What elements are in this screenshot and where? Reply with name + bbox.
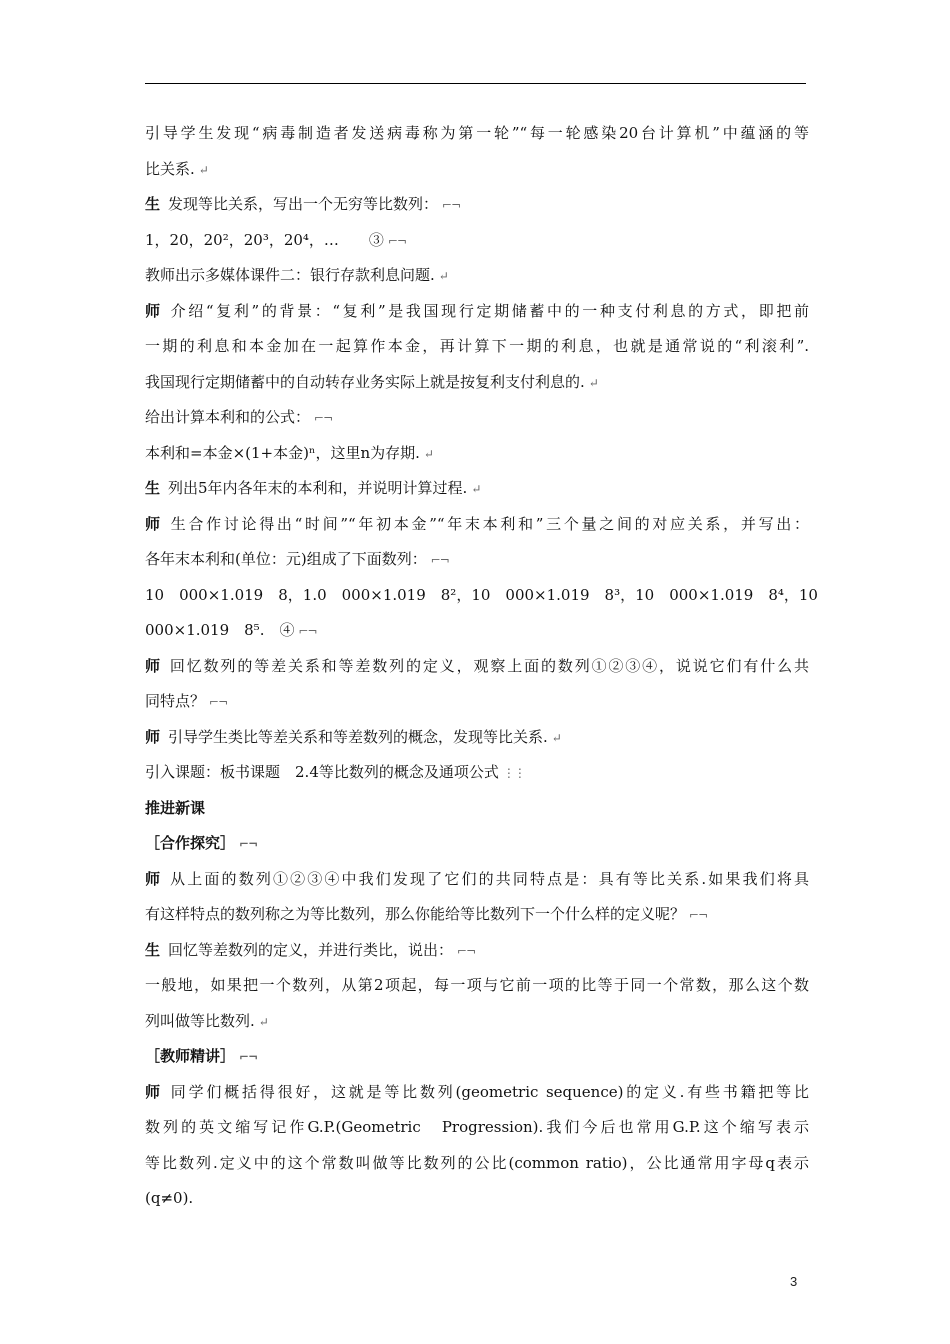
line-text: 从上面的数列①②③④中我们发现了它们的共同特点是：具有等比关系.如果我们将具 [170, 869, 809, 888]
line-text: 本利和=本金×(1+本金)ⁿ，这里n为存期. [145, 443, 420, 462]
speaker-label: 师 [145, 727, 161, 746]
paragraph-mark-icon: ⌐¬ [387, 233, 407, 248]
text-line [145, 442, 815, 478]
line-text: 列叫做等比数列. [145, 1011, 255, 1030]
paragraph-mark-icon: ↵ [471, 482, 481, 496]
paragraph-mark-icon: ↵ [551, 730, 561, 745]
text-line [145, 229, 815, 265]
line-text: 引入课题：板书课题 2.4等比数列的概念及通项公式 [145, 763, 499, 781]
line-text: 给出计算本利和的公式： [145, 408, 311, 426]
text-line [145, 1045, 815, 1081]
line-text: 等比数列.定义中的这个常数叫做等比数列的公比(common ratio)，公比通常用字母q表示 [145, 1153, 809, 1172]
line-text: 10 000×1.019 8，1.0 000×1.019 8²，10 000×1.019 8³，10 000×1.019 8⁴，10 [145, 585, 818, 604]
line-text: 推进新课 [145, 798, 206, 817]
line-text: 000×1.019 8⁵. ④ [145, 621, 295, 639]
document-body [145, 122, 818, 1223]
line-text: 比关系. [145, 159, 195, 178]
text-line [145, 122, 815, 158]
text-line [145, 797, 815, 833]
page-number: 3 [790, 1274, 798, 1289]
paragraph-mark-icon: ⌐¬ [298, 624, 317, 638]
text-line [145, 1010, 815, 1046]
text-line [145, 974, 815, 1010]
paragraph-mark-icon: ↵ [258, 1014, 268, 1029]
text-line [145, 1187, 815, 1223]
speaker-label: 生 [145, 195, 161, 213]
line-text: 有这样特点的数列称之为等比数列，那么你能给等比数列下一个什么样的定义呢？ [145, 905, 686, 923]
speaker-label: 生 [145, 479, 161, 497]
text-line [145, 761, 815, 797]
speaker-label: 师 [145, 656, 162, 675]
text-line [145, 1081, 815, 1117]
text-line [145, 335, 815, 371]
line-text: 数列的英文缩写记作G.P.(Geometric Progression).我们今后也常用G.P.这个缩写表示 [145, 1118, 809, 1136]
line-text: 1，20，20²，20³，20⁴，… ③ [145, 230, 384, 249]
line-text: 同特点？ [145, 692, 206, 710]
text-line [145, 1116, 815, 1152]
paragraph-mark-icon: ↵ [198, 162, 208, 177]
text-line [145, 1152, 815, 1188]
paragraph-mark-icon: ↵ [588, 375, 598, 390]
text-line [145, 584, 818, 620]
text-line [145, 619, 815, 655]
text-line [145, 939, 815, 975]
paragraph-mark-icon: ⋮⋮ [502, 766, 525, 780]
text-line [145, 690, 815, 726]
paragraph-mark-icon: ⌐¬ [209, 695, 228, 709]
paragraph-mark-icon: ↵ [423, 446, 433, 461]
text-line [145, 726, 815, 762]
line-text: ［教师精讲］ [145, 1047, 236, 1065]
line-text: 引导学生发现“病毒制造者发送病毒称为第一轮”“每一轮感染20台计算机”中蕴涵的等 [145, 124, 809, 142]
header-rule [145, 83, 806, 84]
text-line [145, 371, 815, 407]
text-line [145, 300, 815, 336]
text-line [145, 477, 815, 513]
text-line [145, 193, 815, 229]
line-text: 同学们概括得很好，这就是等比数列(geometric sequence)的定义.有些书籍把等比 [170, 1082, 809, 1101]
speaker-label: 师 [145, 301, 163, 320]
line-text: 我国现行定期储蓄中的自动转存业务实际上就是按复利支付利息的. [145, 372, 585, 391]
line-text: 各年末本利和(单位：元)组成了下面数列： [145, 550, 427, 568]
text-line [145, 655, 815, 691]
speaker-label: 生 [145, 940, 161, 959]
line-text: 教师出示多媒体课件二：银行存款利息问题. [145, 266, 435, 284]
paragraph-mark-icon: ⌐¬ [457, 943, 476, 958]
speaker-label: 师 [145, 1082, 163, 1101]
line-text: 一期的利息和本金加在一起算作本金，再计算下一期的利息，也就是通常说的“利滚利”. [145, 337, 809, 355]
line-text: 发现等比关系，写出一个无穷等比数列： [168, 195, 439, 213]
text-line [145, 158, 815, 194]
paragraph-mark-icon: ⌐¬ [689, 908, 708, 922]
line-text: 生合作讨论得出“时间”“年初本金”“年末本利和”三个量之间的对应关系，并写出： [170, 514, 809, 533]
paragraph-mark-icon: ⌐¬ [314, 411, 333, 425]
paragraph-mark-icon: ⌐¬ [430, 553, 449, 567]
line-text: 列出5年内各年末的本利和，并说明计算过程. [168, 479, 468, 497]
text-line [145, 513, 815, 549]
text-line [145, 264, 815, 300]
text-line [145, 903, 815, 939]
line-text: 介绍“复利”的背景：“复利”是我国现行定期储蓄中的一种支付利息的方式，即把前 [170, 301, 809, 320]
paragraph-mark-icon: ⌐¬ [239, 837, 258, 851]
text-line [145, 832, 815, 868]
line-text: (q≠0). [145, 1189, 194, 1207]
line-text: ［合作探究］ [145, 834, 236, 852]
text-line [145, 406, 815, 442]
paragraph-mark-icon: ⌐¬ [442, 198, 461, 212]
line-text: 引导学生类比等差关系和等差数列的概念，发现等比关系. [168, 727, 548, 746]
line-text: 回忆等差数列的定义，并进行类比，说出： [168, 940, 454, 959]
paragraph-mark-icon: ↵ [438, 269, 448, 283]
speaker-label: 师 [145, 514, 163, 533]
text-line [145, 868, 815, 904]
text-line [145, 548, 815, 584]
speaker-label: 师 [145, 869, 163, 888]
paragraph-mark-icon: ⌐¬ [239, 1050, 258, 1064]
line-text: 一般地，如果把一个数列，从第2项起，每一项与它前一项的比等于同一个常数，那么这个数 [145, 976, 809, 994]
line-text: 回忆数列的等差关系和等差数列的定义，观察上面的数列①②③④，说说它们有什么共 [169, 656, 809, 675]
